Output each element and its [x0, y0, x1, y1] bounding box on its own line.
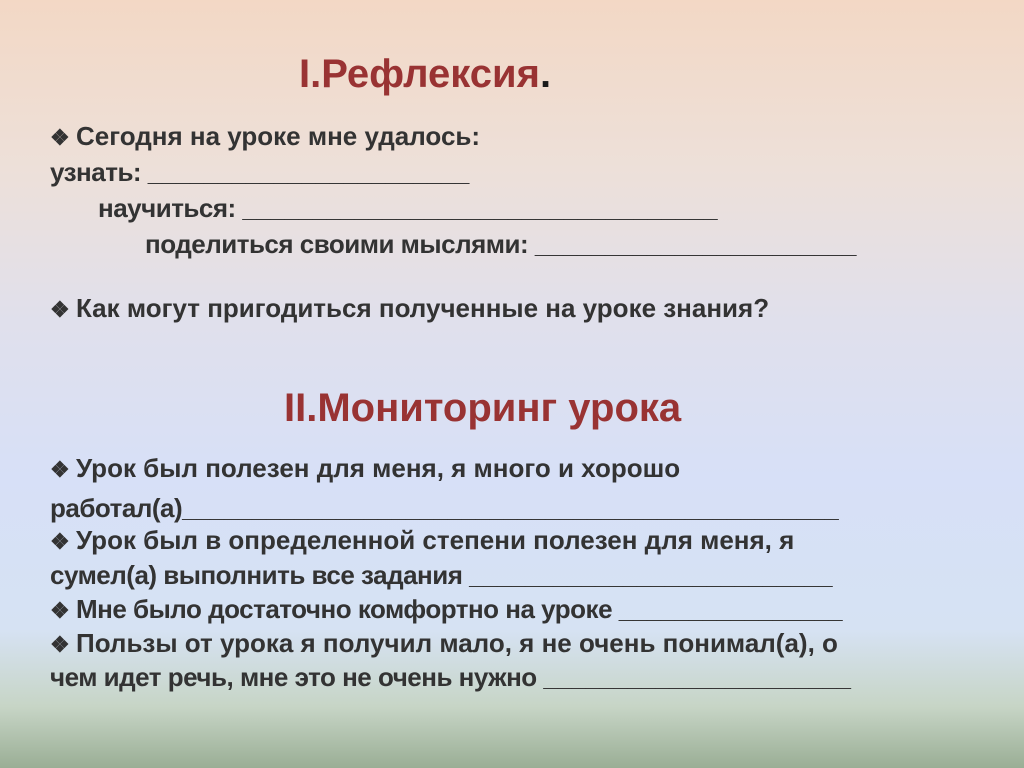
- item4-text: Пользы от урока я получил мало, я не очень понимал(а), о: [76, 628, 838, 658]
- question-text: Как могут пригодиться полученные на уроке знания?: [76, 293, 770, 323]
- diamond-bullet-icon: ❖: [50, 529, 70, 554]
- diamond-bullet-icon: ❖: [50, 297, 70, 322]
- bullet-line-item2: [50, 524, 794, 558]
- item2-text: Урок был в определенной степени полезен для меня, я: [76, 525, 795, 555]
- item3-text: Мне было достаточно комфортно на уроке ________________: [76, 594, 843, 624]
- section-title-monitoring: II.Мониторинг урока: [284, 386, 682, 430]
- learn-line: узнать: _______________________: [50, 157, 469, 187]
- item4-continuation: чем идет речь, мне это не очень нужно ______________________: [50, 662, 851, 692]
- item1-text: Урок был полезен для меня, я много и хорошо: [76, 453, 681, 483]
- lead-text: Сегодня на уроке мне удалось:: [76, 121, 481, 151]
- diamond-bullet-icon: ❖: [50, 632, 70, 657]
- item2-continuation: сумел(а) выполнить все задания __________________________: [50, 560, 833, 590]
- bullet-line-question: [50, 292, 769, 326]
- diamond-bullet-icon: ❖: [50, 598, 70, 623]
- item1-continuation: работал(а)_______________________________________________: [50, 493, 839, 523]
- diamond-bullet-icon: ❖: [50, 125, 70, 150]
- bullet-line-item4: [50, 627, 838, 661]
- section-title-reflection: [299, 50, 551, 98]
- bullet-line-item3: [50, 593, 842, 627]
- title-period: .: [539, 52, 552, 96]
- share-line: поделиться своими мыслями: _______________________: [145, 229, 856, 259]
- practice-line: научиться: __________________________________: [98, 193, 718, 223]
- bullet-line-item1: [50, 452, 680, 486]
- diamond-bullet-icon: ❖: [50, 457, 70, 482]
- section-title-reflection-text: I.Рефлексия: [299, 52, 540, 96]
- bullet-line-lead: [50, 120, 480, 154]
